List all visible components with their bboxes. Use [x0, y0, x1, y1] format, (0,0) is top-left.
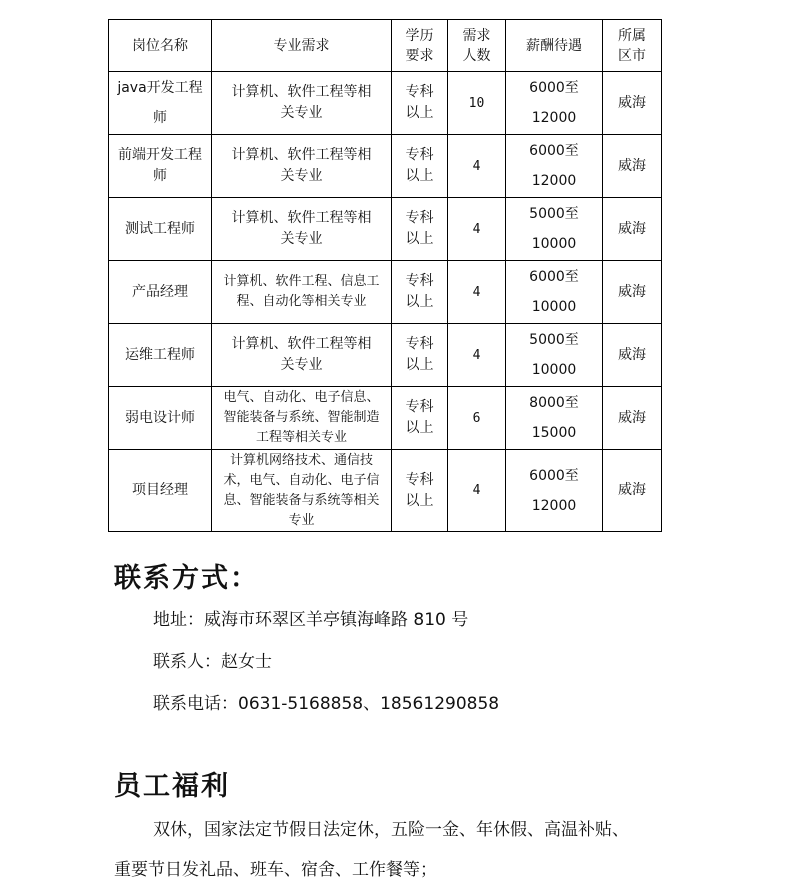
- cell-count: 4: [448, 324, 506, 387]
- cell-count: 10: [448, 72, 506, 135]
- benefits-line-2: 重要节日发礼品、班车、宿舍、工作餐等；: [114, 860, 437, 880]
- cell-count: 4: [448, 135, 506, 198]
- table-row: [109, 450, 662, 532]
- cell-count: 6: [448, 387, 506, 450]
- cell-count: 4: [448, 261, 506, 324]
- cell-major: 电气、自动化、电子信息、智能装备与系统、智能制造工程等相关专业: [212, 387, 392, 450]
- cell-education: 专科以上: [392, 198, 448, 261]
- benefits-line-1: 双休，国家法定节假日法定休，五险一金、年休假、高温补贴、: [153, 820, 629, 840]
- cell-city: 威海: [603, 324, 662, 387]
- cell-count: 4: [448, 450, 506, 532]
- cell-major: 计算机、软件工程等相关专业: [212, 198, 392, 261]
- cell-position: 运维工程师: [109, 324, 212, 387]
- table-row: [109, 135, 662, 198]
- contact-heading: 联系方式：: [114, 563, 259, 594]
- cell-education: 专科以上: [392, 261, 448, 324]
- cell-count: 4: [448, 198, 506, 261]
- cell-education: 专科以上: [392, 450, 448, 532]
- cell-education: 专科以上: [392, 324, 448, 387]
- benefits-heading: 员工福利: [114, 771, 230, 802]
- header-city: 所属区市: [603, 20, 662, 72]
- cell-city: 威海: [603, 450, 662, 532]
- cell-salary: 5000至10000: [506, 198, 603, 261]
- header-salary: 薪酬待遇: [506, 20, 603, 72]
- cell-salary: 6000至10000: [506, 261, 603, 324]
- cell-salary: 6000至12000: [506, 135, 603, 198]
- header-position: 岗位名称: [109, 20, 212, 72]
- cell-city: 威海: [603, 198, 662, 261]
- cell-position: 弱电设计师: [109, 387, 212, 450]
- table-row: [109, 324, 662, 387]
- cell-city: 威海: [603, 261, 662, 324]
- cell-major: 计算机、软件工程等相关专业: [212, 324, 392, 387]
- cell-salary: 6000至12000: [506, 72, 603, 135]
- table-row: [109, 198, 662, 261]
- header-count: 需求人数: [448, 20, 506, 72]
- cell-position: 前端开发工程师: [109, 135, 212, 198]
- cell-position: 项目经理: [109, 450, 212, 532]
- contact-address: 地址：威海市环翠区羊亭镇海峰路 810 号: [153, 610, 469, 630]
- cell-city: 威海: [603, 135, 662, 198]
- cell-major: 计算机网络技术、通信技术，电气、自动化、电子信息、智能装备与系统等相关专业: [212, 450, 392, 532]
- table-row: [109, 387, 662, 450]
- cell-salary: 6000至12000: [506, 450, 603, 532]
- table-row: [109, 261, 662, 324]
- job-table: [108, 19, 662, 532]
- table-header-row: [109, 20, 662, 72]
- header-education: 学历要求: [392, 20, 448, 72]
- cell-salary: 8000至15000: [506, 387, 603, 450]
- contact-phone: 联系电话：0631-5168858、18561290858: [153, 694, 500, 714]
- table-row: [109, 72, 662, 135]
- cell-education: 专科以上: [392, 387, 448, 450]
- cell-salary: 5000至10000: [506, 324, 603, 387]
- cell-major: 计算机、软件工程等相关专业: [212, 135, 392, 198]
- cell-education: 专科以上: [392, 135, 448, 198]
- contact-person: 联系人：赵女士: [153, 652, 272, 672]
- cell-city: 威海: [603, 72, 662, 135]
- cell-city: 威海: [603, 387, 662, 450]
- cell-position: 产品经理: [109, 261, 212, 324]
- header-major: 专业需求: [212, 20, 392, 72]
- cell-position: java开发工程师: [109, 72, 212, 135]
- cell-major: 计算机、软件工程等相关专业: [212, 72, 392, 135]
- cell-major: 计算机、软件工程、信息工程、自动化等相关专业: [212, 261, 392, 324]
- cell-position: 测试工程师: [109, 198, 212, 261]
- cell-education: 专科以上: [392, 72, 448, 135]
